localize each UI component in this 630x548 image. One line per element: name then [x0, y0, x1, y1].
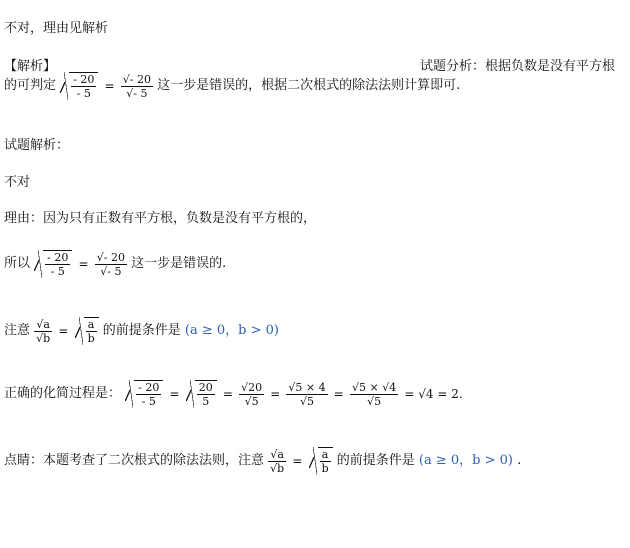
answer-text: 不对: [4, 175, 31, 190]
fraction-expression: $\frac{√a}{√b}$: [36, 317, 51, 345]
condition-text: (a ≥ 0，b > 0): [418, 453, 513, 468]
hint-title: 试题分析：根据负数是没有平方根: [420, 59, 616, 74]
fraction-expression: $\frac{√a}{√b}$: [270, 447, 285, 475]
condition-text: (a ≥ 0，b > 0): [184, 323, 279, 338]
answer-heading: 不对，理由见解析: [4, 21, 109, 36]
reason-text: 理由：因为只有正数有平方根，负数是没有平方根的，: [4, 211, 317, 226]
analysis-tag: 【解析】: [4, 59, 57, 74]
radical-expression: $\frac{a}{b}$: [309, 447, 333, 475]
fraction-expression: $\frac{√- 20}{√- 5}$: [96, 250, 125, 278]
fraction-expression: $\frac{√20}{√5}$: [241, 380, 263, 408]
hint-prefix: 的可判定: [4, 78, 57, 93]
radical-expression: $\frac{- 20}{- 5}$: [125, 380, 163, 408]
hint-suffix: 这一步是错误的，根据二次根式的除法法则计算即可.: [157, 78, 461, 93]
radical-expression: $\frac{- 20}{- 5}$: [60, 72, 98, 100]
so-line: 所以 $\frac{- 20}{- 5}$ = $\frac{√- 20}{√- 5}$ 这一步是错误的.: [4, 250, 227, 278]
remark-line: 点睛：本题考查了二次根式的除法法则，注意 $\frac{√a}{√b}$ = $\frac{a}{b}$ 的前提条件是 (a ≥ 0，b > 0) .: [4, 447, 522, 475]
radical-expression: $\frac{20}{5}$: [186, 380, 217, 408]
fraction-expression: $\frac{√5 \times 4}{√5}$: [288, 380, 326, 408]
result-text: = √4 = 2.: [404, 387, 463, 401]
fraction-expression: $\frac{√5 \times √4}{√5}$: [351, 380, 397, 408]
hint-line: 的可判定 $\frac{- 20}{- 5}$ = $\frac{√- 20}{√- 5}$ 这一步是错误的，根据二次根式的除法法则计算即可.: [4, 72, 461, 100]
fraction-expression: $\frac{√- 20}{√- 5}$: [122, 72, 151, 100]
note-line: 注意 $\frac{√a}{√b}$ = $\frac{a}{b}$ 的前提条件是 (a ≥ 0，b > 0): [4, 317, 279, 345]
radical-expression: $\frac{a}{b}$: [75, 317, 99, 345]
solution-title: 试题解析：: [4, 138, 70, 153]
correct-line: 正确的化简过程是： $\frac{- 20}{- 5}$ = $\frac{20}{5}$ = $\frac{√20}{√5}$ = $\frac{√5 \times 4}{√5}$ = $\frac{√5 \times √4}{√5}$ = √4 = 2.: [4, 380, 463, 408]
radical-expression: $\frac{- 20}{- 5}$: [34, 250, 72, 278]
